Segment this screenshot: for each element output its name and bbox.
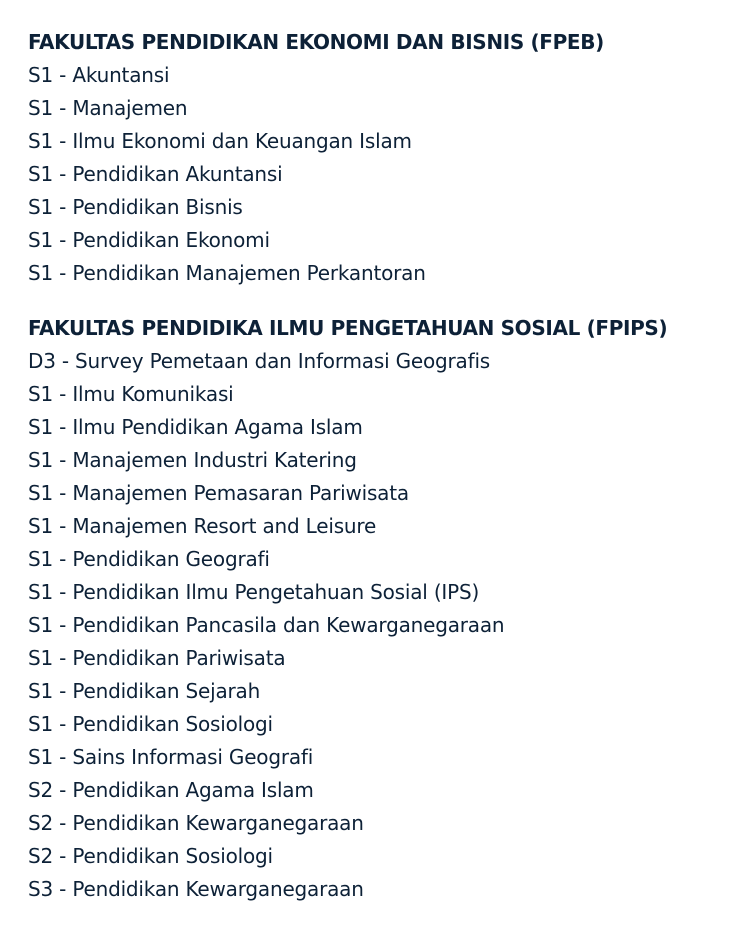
program-item: S3 - Pendidikan Kewarganegaraan xyxy=(28,877,364,901)
program-item: S1 - Manajemen Industri Katering xyxy=(28,448,357,472)
program-item: S2 - Pendidikan Agama Islam xyxy=(28,778,314,802)
program-item: S1 - Ilmu Pendidikan Agama Islam xyxy=(28,415,363,439)
program-item: S1 - Sains Informasi Geografi xyxy=(28,745,314,769)
program-item: S1 - Pendidikan Ekonomi xyxy=(28,228,270,252)
faculty-section-fpeb xyxy=(28,26,743,290)
program-item: S1 - Manajemen Resort and Leisure xyxy=(28,514,377,538)
program-item: S1 - Pendidikan Ilmu Pengetahuan Sosial (IPS) xyxy=(28,580,480,604)
program-item: S1 - Akuntansi xyxy=(28,63,170,87)
program-item: S2 - Pendidikan Sosiologi xyxy=(28,844,273,868)
faculty-section-fpips xyxy=(28,312,743,906)
program-list xyxy=(28,59,743,290)
program-list xyxy=(28,345,743,906)
program-item: S1 - Pendidikan Pariwisata xyxy=(28,646,286,670)
program-item: S1 - Pendidikan Sosiologi xyxy=(28,712,273,736)
program-item: S1 - Pendidikan Akuntansi xyxy=(28,162,283,186)
program-item: D3 - Survey Pemetaan dan Informasi Geografis xyxy=(28,349,491,373)
program-item: S1 - Manajemen Pemasaran Pariwisata xyxy=(28,481,409,505)
program-item: S1 - Ilmu Komunikasi xyxy=(28,382,234,406)
program-item: S1 - Pendidikan Geografi xyxy=(28,547,270,571)
program-item: S1 - Manajemen xyxy=(28,96,188,120)
program-item: S1 - Pendidikan Pancasila dan Kewarganegaraan xyxy=(28,613,505,637)
program-item: S1 - Ilmu Ekonomi dan Keuangan Islam xyxy=(28,129,412,153)
faculty-title: FAKULTAS PENDIDIKA ILMU PENGETAHUAN SOSIAL (FPIPS) xyxy=(28,316,668,340)
program-item: S1 - Pendidikan Manajemen Perkantoran xyxy=(28,261,426,285)
program-item: S1 - Pendidikan Sejarah xyxy=(28,679,261,703)
faculty-title: FAKULTAS PENDIDIKAN EKONOMI DAN BISNIS (FPEB) xyxy=(28,30,604,54)
program-item: S1 - Pendidikan Bisnis xyxy=(28,195,243,219)
program-item: S2 - Pendidikan Kewarganegaraan xyxy=(28,811,364,835)
